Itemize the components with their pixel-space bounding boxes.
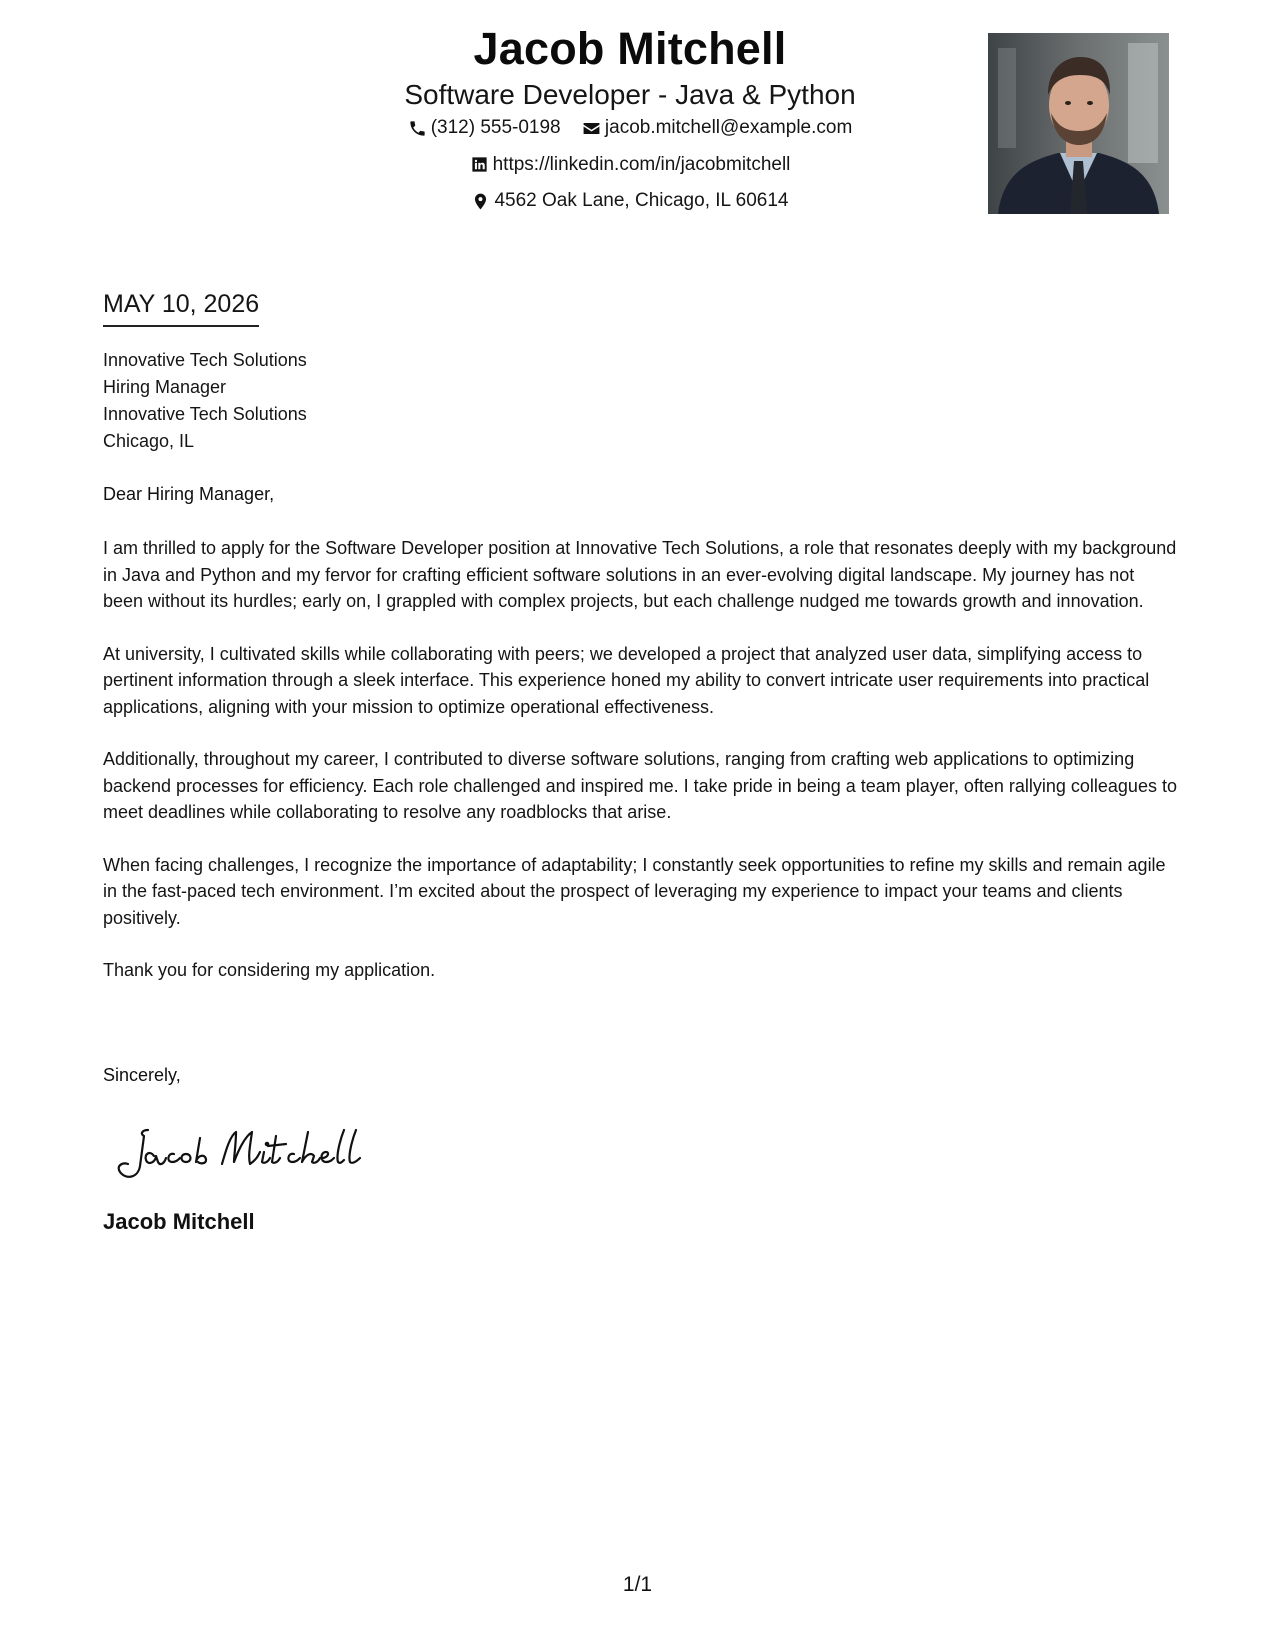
body-paragraph: At university, I cultivated skills while collaborating with peers; we developed a project that analyzed user data, simplifying access to pertinent information through a sleek interface. This experience honed my ability to convert intricate user requirements into practical applications, aligning with your mission to optimize operational effectiveness. — [103, 643, 1150, 717]
letter-header — [300, 22, 960, 222]
signed-name: Jacob Mitchell — [103, 1209, 255, 1234]
address-text: 4562 Oak Lane, Chicago, IL 60614 — [494, 190, 789, 211]
salutation: Dear Hiring Manager, — [103, 484, 275, 504]
map-marker-icon — [471, 192, 490, 211]
contact-line-phone-email — [300, 112, 960, 149]
applicant-name: Jacob Mitchell — [473, 23, 787, 74]
closing: Sincerely, — [103, 1065, 181, 1085]
body-paragraph: I am thrilled to apply for the Software Developer position at Innovative Tech Solutions, a role that resonates deeply with my background in Java and Python and my fervor for crafting efficient software solutions in an ever-evolving digital landscape. My journey has not been without its hurdles; early on, I grappled with complex projects, but each challenge nudged me towards growth and innovation. — [103, 538, 1177, 611]
body-paragraph: When facing challenges, I recognize the importance of adaptability; I constantly seek opportunities to refine my skills and remain agile in the fast-paced tech environment. I’m excited about the prospect of leveraging my experience to impact your teams and clients positively. — [103, 854, 1166, 928]
contact-line-linkedin — [300, 149, 960, 186]
body-paragraph: Thank you for considering my application. — [103, 960, 436, 980]
phone-text: (312) 555-0198 — [430, 117, 561, 138]
contact-address — [471, 185, 788, 217]
contact-linkedin[interactable] — [470, 149, 791, 181]
letter-body — [103, 535, 1178, 1010]
recipient-block — [103, 347, 307, 455]
body-paragraph: Additionally, throughout my career, I contributed to diverse software solutions, ranging from crafting web applications to optimizing backend processes for efficiency. Each role challenged and inspired me. I take pride in being a team player, often rallying colleagues to meet deadlines while collaborating to resolve any roadblocks that arise. — [103, 749, 1177, 822]
envelope-icon — [582, 119, 601, 138]
handwritten-signature — [110, 1116, 370, 1186]
recipient-line: Innovative Tech Solutions — [103, 350, 307, 370]
phone-icon — [408, 119, 427, 138]
portrait-illustration — [988, 33, 1169, 214]
linkedin-icon — [470, 155, 489, 174]
contact-phone[interactable] — [408, 112, 561, 144]
applicant-title: Software Developer - Java & Python — [404, 79, 856, 110]
linkedin-text: https://linkedin.com/in/jacobmitchell — [492, 153, 791, 175]
letter-date: MAY 10, 2026 — [103, 287, 259, 327]
recipient-line: Hiring Manager — [103, 377, 227, 397]
contact-line-address — [300, 185, 960, 222]
contact-email[interactable] — [582, 112, 852, 144]
page-number: 1/1 — [622, 1573, 653, 1596]
profile-photo — [988, 33, 1169, 214]
recipient-line: Chicago, IL — [103, 431, 195, 451]
email-text: jacob.mitchell@example.com — [604, 117, 853, 138]
recipient-line: Innovative Tech Solutions — [103, 404, 307, 424]
